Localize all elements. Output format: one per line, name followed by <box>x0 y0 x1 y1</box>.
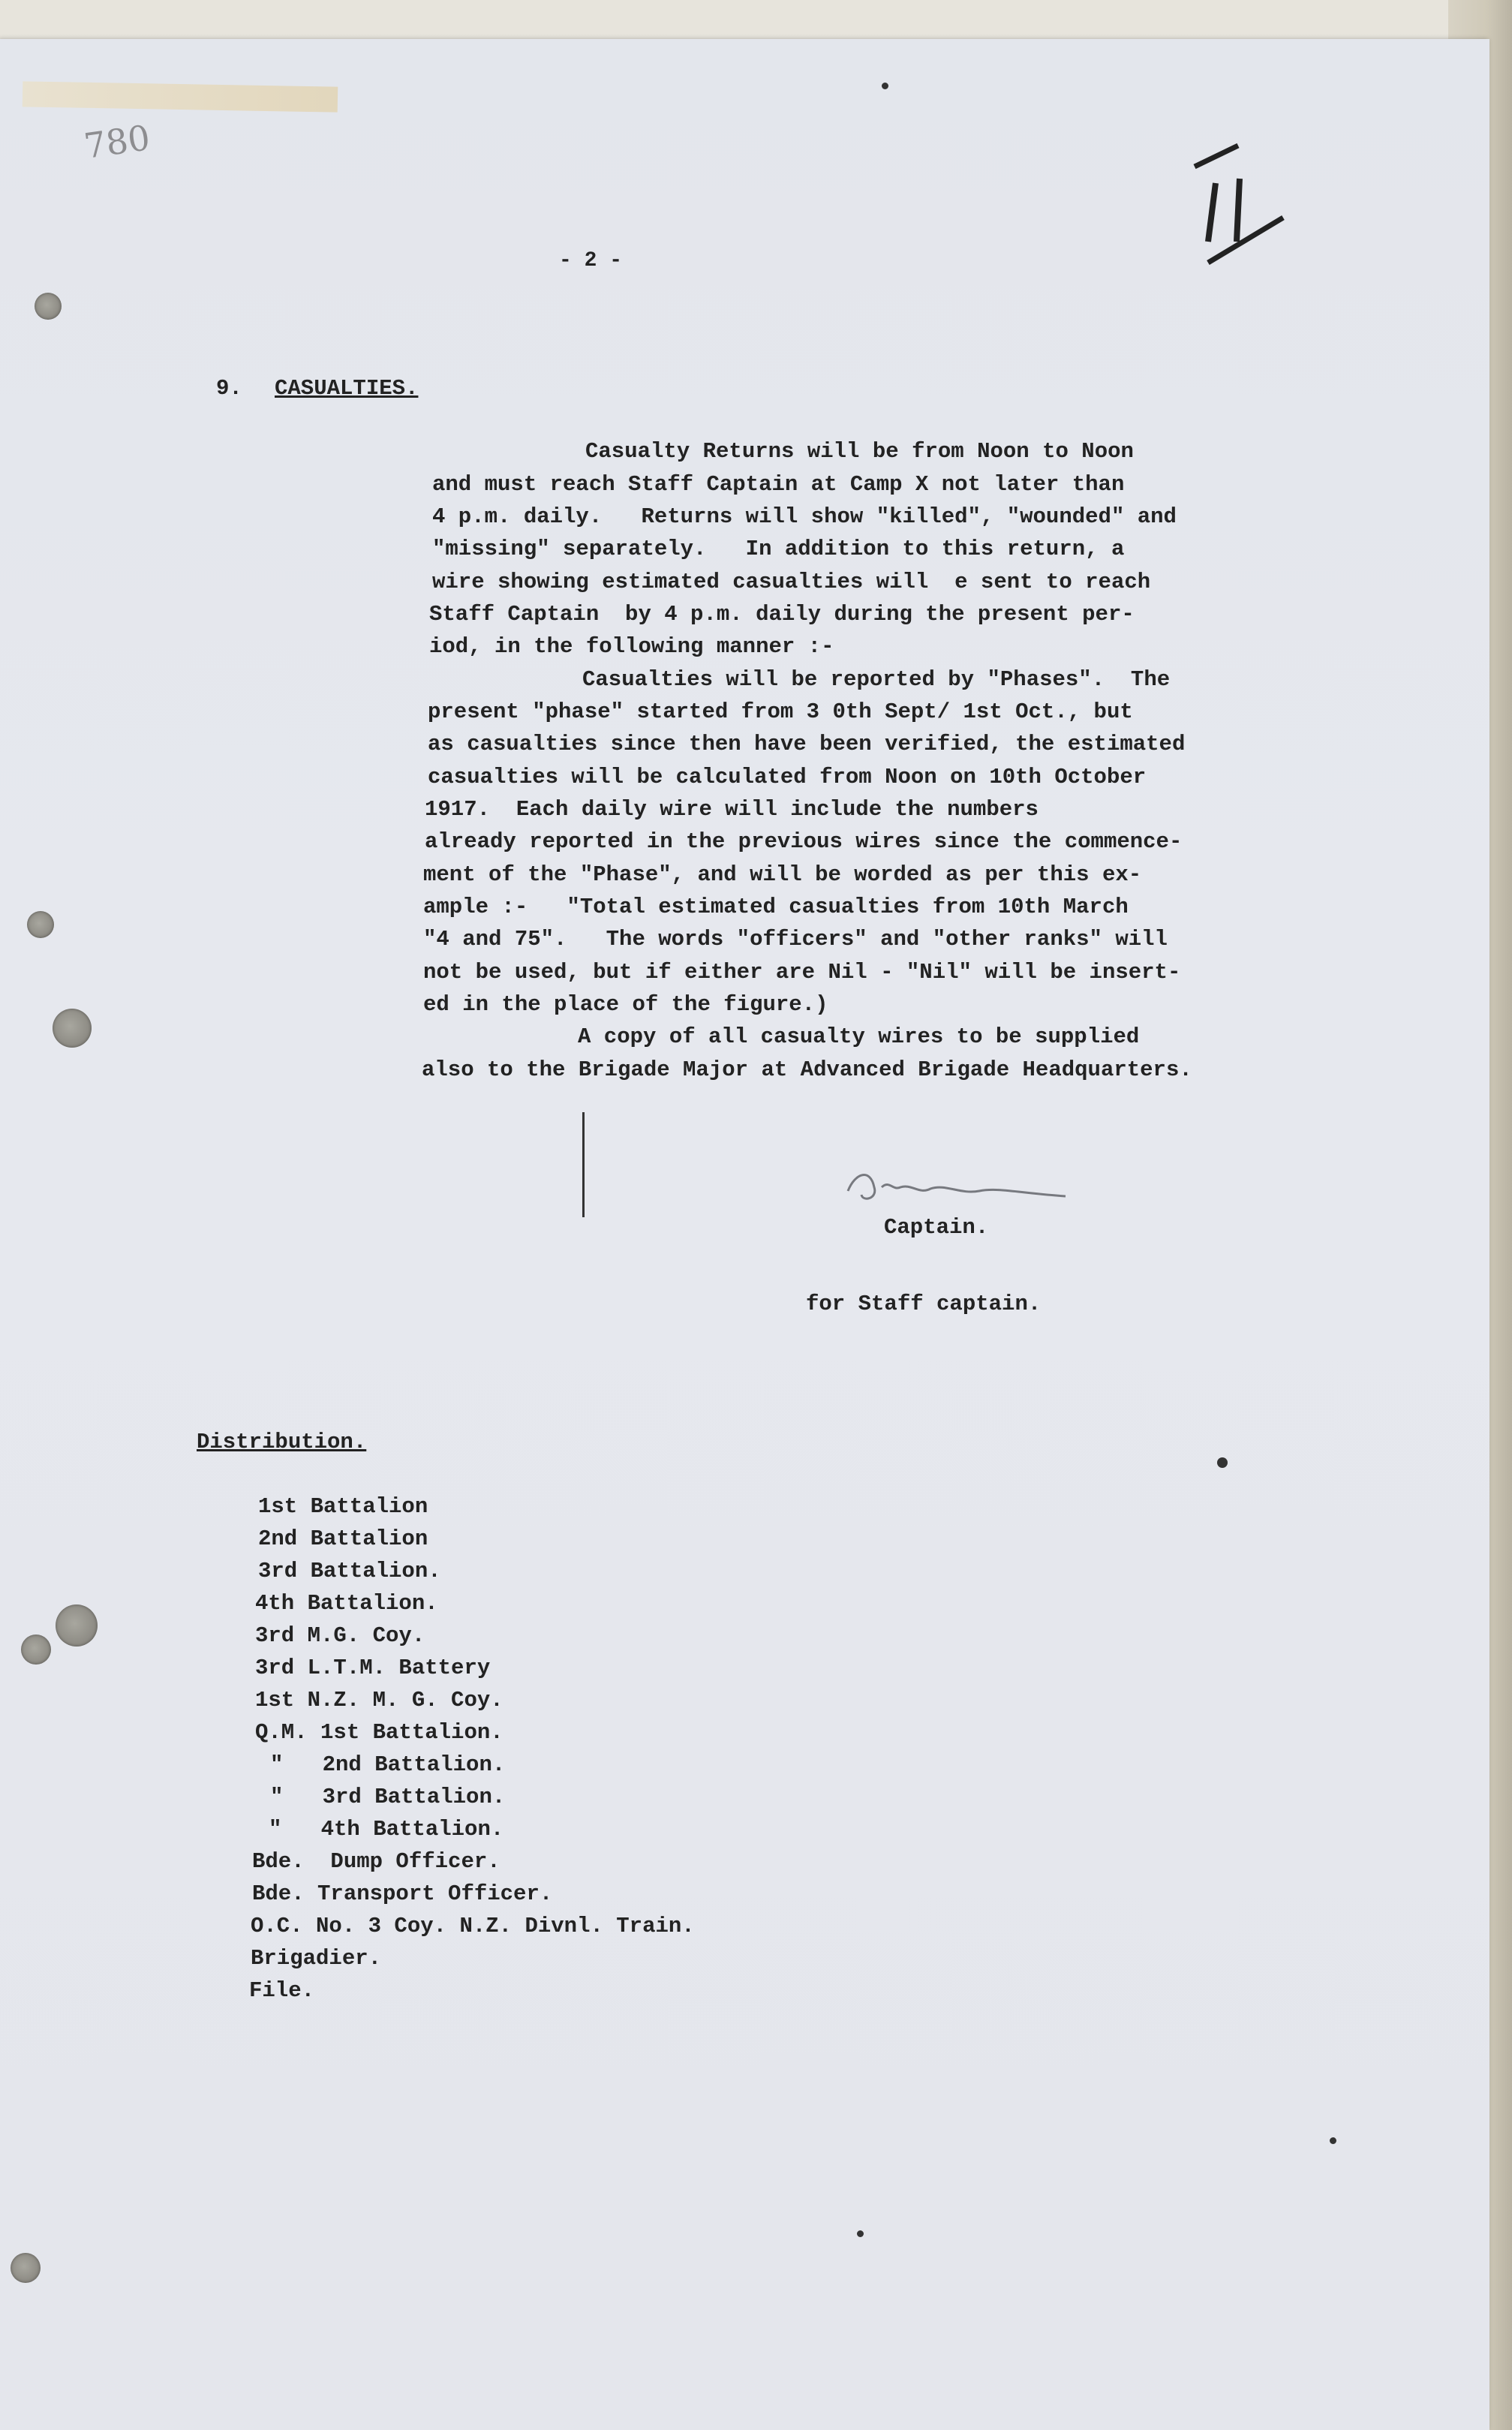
body-line: and must reach Staff Captain at Camp X not later than <box>432 472 1125 497</box>
body-line: ample :- "Total estimated casualties from 10th March <box>423 895 1129 919</box>
body-line: "missing" separately. In addition to this return, a <box>432 537 1125 561</box>
distribution-heading: Distribution. <box>197 1430 367 1454</box>
margin-rule <box>582 1112 585 1217</box>
distribution-item: " 3rd Battalion. <box>270 1785 506 1809</box>
body-line: ment of the "Phase", and will be worded as per this ex- <box>423 862 1142 887</box>
document-page <box>0 39 1489 2430</box>
distribution-item: 3rd M.G. Coy. <box>255 1623 425 1648</box>
distribution-item: Bde. Dump Officer. <box>252 1849 500 1874</box>
distribution-item: 4th Battalion. <box>255 1591 438 1616</box>
tally-mark-icon <box>1186 129 1298 279</box>
body-line: casualties will be calculated from Noon on 10th October <box>428 765 1147 789</box>
distribution-item: " 2nd Battalion. <box>270 1752 506 1777</box>
distribution-item: 2nd Battalion <box>258 1526 428 1551</box>
punch-hole <box>53 1009 92 1048</box>
body-line: ed in the place of the figure.) <box>423 992 828 1017</box>
body-line: wire showing estimated casualties will e sent to reach <box>432 570 1151 594</box>
body-line: present "phase" started from 3 0th Sept/ 1st Oct., but <box>428 699 1133 724</box>
section-number: 9. <box>216 376 242 401</box>
body-line: iod, in the following manner :- <box>429 634 834 659</box>
folio-number: 780 <box>81 117 153 167</box>
body-line: Staff Captain by 4 p.m. daily during the present per- <box>429 602 1135 627</box>
punch-hole <box>56 1604 98 1647</box>
body-line: also to the Brigade Major at Advanced Brigade Headquarters. <box>422 1057 1192 1082</box>
distribution-item: 3rd L.T.M. Battery <box>255 1656 491 1680</box>
body-line: 4 p.m. daily. Returns will show "killed", "wounded" and <box>432 504 1177 529</box>
distribution-item: 1st N.Z. M. G. Coy. <box>255 1688 503 1713</box>
ink-speck <box>1217 1457 1228 1468</box>
ink-speck <box>882 83 888 89</box>
body-line: "4 and 75". The words "officers" and "other ranks" will <box>423 927 1168 952</box>
distribution-item: Brigadier. <box>251 1946 382 1971</box>
body-line: already reported in the previous wires since the commence- <box>425 829 1183 854</box>
body-line: as casualties since then have been verified, the estimated <box>428 732 1186 756</box>
distribution-item: File. <box>249 1978 315 2003</box>
section-heading: CASUALTIES. <box>275 376 419 401</box>
distribution-item: Bde. Transport Officer. <box>252 1881 553 1906</box>
ink-speck <box>1330 2137 1336 2144</box>
body-line: Casualty Returns will be from Noon to Noon <box>585 439 1134 464</box>
distribution-item: Q.M. 1st Battalion. <box>255 1720 503 1745</box>
body-line: Casualties will be reported by "Phases". The <box>582 667 1171 692</box>
body-line: A copy of all casualty wires to be supplied <box>578 1024 1140 1049</box>
body-line: not be used, but if either are Nil - "Nil" will be insert- <box>423 960 1181 985</box>
signature-rank: Captain. <box>884 1215 989 1240</box>
body-line: 1917. Each daily wire will include the numbers <box>425 797 1039 822</box>
page-number: - 2 - <box>559 249 623 272</box>
signature-for: for Staff captain. <box>806 1292 1042 1316</box>
ink-speck <box>857 2230 864 2237</box>
punch-hole <box>35 293 62 320</box>
punch-hole <box>21 1635 51 1665</box>
distribution-item: " 4th Battalion. <box>269 1817 504 1842</box>
distribution-item: 1st Battalion <box>258 1494 428 1519</box>
signature-scribble <box>840 1157 1081 1217</box>
punch-hole <box>11 2253 41 2283</box>
distribution-item: O.C. No. 3 Coy. N.Z. Divnl. Train. <box>251 1914 695 1938</box>
punch-hole <box>27 911 54 938</box>
distribution-item: 3rd Battalion. <box>258 1559 441 1583</box>
tape-strip <box>23 81 338 112</box>
